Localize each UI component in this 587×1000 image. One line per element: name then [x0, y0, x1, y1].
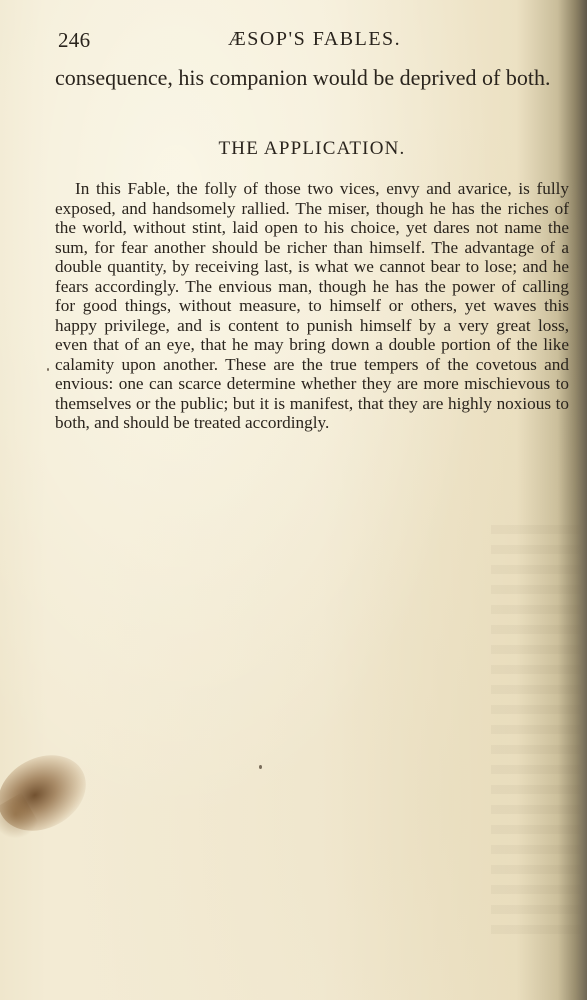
application-paragraph: In this Fable, the folly of those two vices, envy and avarice, is fully exposed, and handsomely rallied. The miser, though he has the riches of the world, without stint, laid open to his choice, yet dares not name the sum, for fear another should be richer than himself. The advantage of a double quantity, by receiving last, is what we cannot bear to lose; and he fears accordingly. The envious man, though he has the power of calling for good things, without measure, to himself or others, yet waves this happy privilege, and is content to punish himself by a very great loss, even that of an eye, that he may bring down a double portion of the like calamity upon another. These are the true tempers of the covetous and envious: one can scarce determine whether they are more mischievous to themselves or the public; but it is manifest, that they are highly noxious to both, and should be treated accordingly.: [55, 179, 569, 432]
bleed-through-texture: [491, 525, 581, 945]
ink-speck: [259, 765, 262, 769]
running-head: [58, 28, 568, 52]
ink-speck: [47, 368, 49, 371]
running-title: ÆSOP'S FABLES.: [228, 28, 402, 50]
section-heading: THE APPLICATION.: [218, 138, 406, 159]
continued-paragraph: consequence, his companion would be deprived of both.: [55, 65, 551, 90]
page-number: 246: [58, 28, 91, 52]
